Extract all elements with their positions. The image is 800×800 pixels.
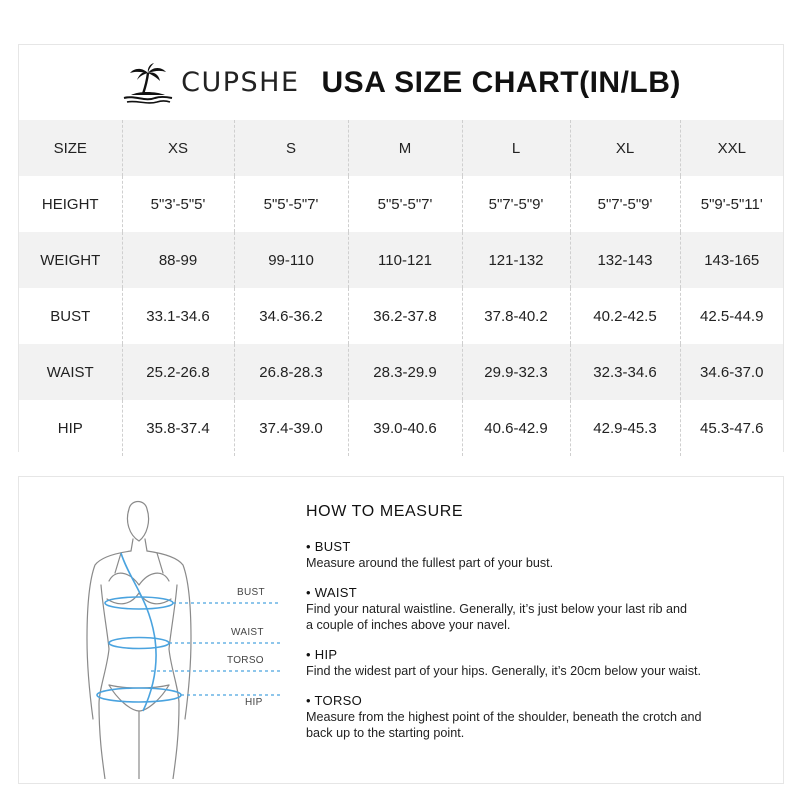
table-cell: 5"5'-5"7'	[348, 176, 462, 232]
table-cell: 36.2-37.8	[348, 288, 462, 344]
table-cell: 34.6-36.2	[234, 288, 348, 344]
table-row	[19, 120, 783, 176]
table-cell: 42.5-44.9	[680, 288, 783, 344]
instruction-item	[306, 693, 766, 741]
size-header-cell: M	[348, 120, 462, 176]
table-cell: 88-99	[122, 232, 234, 288]
instruction-title: • HIP	[306, 647, 338, 662]
table-cell: 37.8-40.2	[462, 288, 570, 344]
palm-island-icon	[121, 61, 175, 105]
table-cell: 5"7'-5"9'	[462, 176, 570, 232]
instruction-title: • BUST	[306, 539, 351, 554]
table-row	[19, 288, 783, 344]
instruction-text: Find the widest part of your hips. Generally, it’s 20cm below your waist.	[306, 664, 702, 678]
hip-label: HIP	[245, 697, 263, 708]
waist-label: WAIST	[231, 627, 264, 638]
instruction-text: Measure from the highest point of the shoulder, beneath the crotch and	[306, 710, 702, 724]
instruction-item	[306, 647, 766, 679]
row-label: WAIST	[19, 344, 122, 400]
row-label: HIP	[19, 400, 122, 456]
how-to-measure-card	[18, 476, 784, 784]
torso-label: TORSO	[227, 655, 264, 666]
table-cell: 5"3'-5"5'	[122, 176, 234, 232]
instruction-text: a couple of inches above your navel.	[306, 618, 511, 632]
chart-header	[19, 45, 783, 120]
body-figure	[59, 489, 299, 779]
instruction-item	[306, 539, 766, 571]
table-cell: 25.2-26.8	[122, 344, 234, 400]
table-cell: 110-121	[348, 232, 462, 288]
table-cell: 5"5'-5"7'	[234, 176, 348, 232]
size-header-cell: XS	[122, 120, 234, 176]
table-row	[19, 400, 783, 456]
brand-logo	[121, 61, 299, 105]
table-cell: 32.3-34.6	[570, 344, 680, 400]
size-header-cell: S	[234, 120, 348, 176]
instruction-item	[306, 585, 766, 633]
table-cell: 5"9'-5"11'	[680, 176, 783, 232]
how-to-measure	[306, 503, 766, 755]
size-header-cell: L	[462, 120, 570, 176]
brand-name: CUPSHE	[181, 67, 300, 98]
table-cell: 99-110	[234, 232, 348, 288]
table-cell: 45.3-47.6	[680, 400, 783, 456]
table-row	[19, 344, 783, 400]
how-to-title: HOW TO MEASURE	[306, 503, 464, 520]
table-cell: 34.6-37.0	[680, 344, 783, 400]
table-cell: 42.9-45.3	[570, 400, 680, 456]
table-cell: 26.8-28.3	[234, 344, 348, 400]
table-cell: 35.8-37.4	[122, 400, 234, 456]
table-cell: 121-132	[462, 232, 570, 288]
size-header-cell: XXL	[680, 120, 783, 176]
instruction-text: back up to the starting point.	[306, 726, 465, 740]
instruction-title: • TORSO	[306, 693, 363, 708]
size-table	[19, 120, 783, 456]
bust-label: BUST	[237, 587, 265, 598]
instruction-list	[306, 539, 766, 741]
table-cell: 40.2-42.5	[570, 288, 680, 344]
row-label: BUST	[19, 288, 122, 344]
size-chart-card	[18, 44, 784, 452]
table-cell: 29.9-32.3	[462, 344, 570, 400]
chart-title: USA SIZE CHART(IN/LB)	[321, 65, 681, 99]
table-cell: 132-143	[570, 232, 680, 288]
table-cell: 28.3-29.9	[348, 344, 462, 400]
table-row	[19, 176, 783, 232]
table-cell: 5"7'-5"9'	[570, 176, 680, 232]
size-header-cell: XL	[570, 120, 680, 176]
table-cell: 33.1-34.6	[122, 288, 234, 344]
row-label: SIZE	[19, 120, 122, 176]
row-label: WEIGHT	[19, 232, 122, 288]
instruction-text: Find your natural waistline. Generally, it’s just below your last rib and	[306, 602, 688, 616]
table-cell: 143-165	[680, 232, 783, 288]
instruction-text: Measure around the fullest part of your bust.	[306, 556, 554, 570]
instruction-title: • WAIST	[306, 585, 357, 600]
table-cell: 37.4-39.0	[234, 400, 348, 456]
table-cell: 40.6-42.9	[462, 400, 570, 456]
row-label: HEIGHT	[19, 176, 122, 232]
table-row	[19, 232, 783, 288]
table-cell: 39.0-40.6	[348, 400, 462, 456]
